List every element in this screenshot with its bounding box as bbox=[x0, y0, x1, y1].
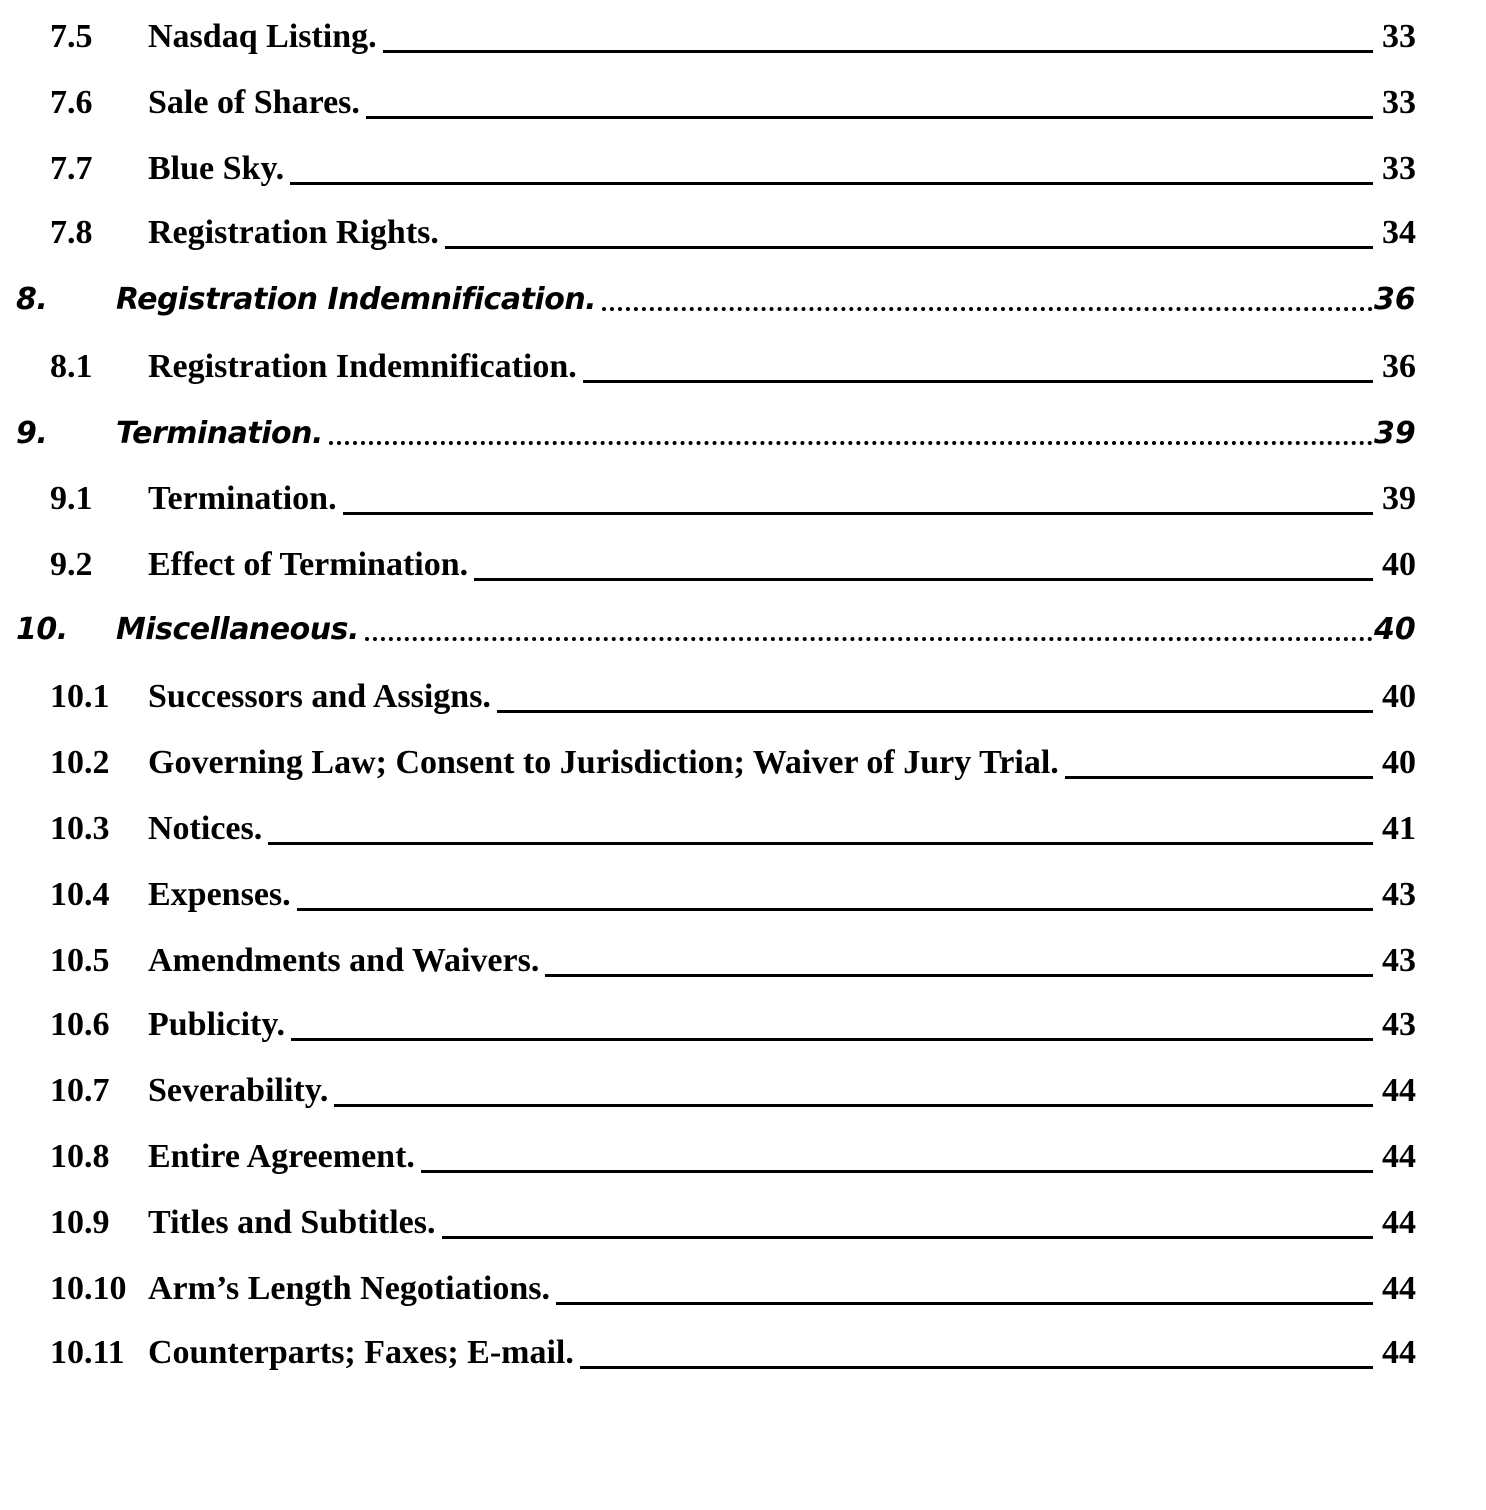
dotted-leader bbox=[329, 441, 1373, 445]
toc-entry-8-1[interactable] bbox=[0, 346, 1486, 390]
entry-number: 10.2 bbox=[50, 744, 110, 781]
entry-number: 10.5 bbox=[50, 942, 110, 979]
entry-number: 7.8 bbox=[50, 214, 93, 251]
toc-entry-10-2[interactable] bbox=[0, 742, 1486, 786]
leader-line bbox=[445, 246, 1373, 249]
leader-line bbox=[334, 1104, 1373, 1107]
entry-page-number: 43 bbox=[1382, 1006, 1416, 1043]
leader-line bbox=[291, 1038, 1373, 1041]
entry-title: Amendments and Waivers. bbox=[148, 942, 540, 979]
leader-line bbox=[366, 116, 1373, 119]
entry-page-number: 40 bbox=[1382, 678, 1416, 715]
toc-section-8[interactable] bbox=[0, 280, 1486, 324]
entry-number: 10.8 bbox=[50, 1138, 110, 1175]
section-title: Termination. bbox=[116, 416, 323, 451]
entry-number: 10.3 bbox=[50, 810, 110, 847]
section-title: Miscellaneous. bbox=[116, 612, 359, 647]
entry-page-number: 43 bbox=[1382, 942, 1416, 979]
leader-line bbox=[268, 842, 1373, 845]
entry-title: Termination. bbox=[148, 480, 337, 517]
toc-entry-7-6[interactable] bbox=[0, 82, 1486, 126]
entry-title: Expenses. bbox=[148, 876, 291, 913]
entry-title: Severability. bbox=[148, 1072, 329, 1109]
toc-entry-7-7[interactable] bbox=[0, 148, 1486, 192]
entry-page-number: 40 bbox=[1382, 546, 1416, 583]
toc-entry-7-8[interactable] bbox=[0, 212, 1486, 256]
leader-line bbox=[421, 1170, 1373, 1173]
toc-entry-10-7[interactable] bbox=[0, 1070, 1486, 1114]
dotted-leader bbox=[365, 637, 1373, 641]
toc-entry-10-3[interactable] bbox=[0, 808, 1486, 852]
entry-title: Nasdaq Listing. bbox=[148, 18, 377, 55]
leader-line bbox=[297, 908, 1373, 911]
leader-line bbox=[580, 1366, 1373, 1369]
toc-entry-10-9[interactable] bbox=[0, 1202, 1486, 1246]
toc-entry-10-6[interactable] bbox=[0, 1004, 1486, 1048]
entry-page-number: 41 bbox=[1382, 810, 1416, 847]
entry-page-number: 44 bbox=[1382, 1072, 1416, 1109]
toc-entry-10-11[interactable] bbox=[0, 1332, 1486, 1376]
entry-title: Titles and Subtitles. bbox=[148, 1204, 436, 1241]
section-page-number: 40 bbox=[1374, 612, 1416, 647]
entry-title: Governing Law; Consent to Jurisdiction; Waiver of Jury Trial. bbox=[148, 744, 1059, 781]
toc-entry-9-1[interactable] bbox=[0, 478, 1486, 522]
section-number: 10. bbox=[16, 612, 68, 647]
section-number: 8. bbox=[16, 282, 48, 317]
leader-line bbox=[583, 380, 1373, 383]
toc-section-9[interactable] bbox=[0, 414, 1486, 458]
entry-number: 10.11 bbox=[50, 1334, 125, 1371]
entry-number: 7.6 bbox=[50, 84, 93, 121]
entry-title: Publicity. bbox=[148, 1006, 285, 1043]
entry-title: Registration Rights. bbox=[148, 214, 439, 251]
leader-line bbox=[545, 974, 1373, 977]
entry-number: 9.1 bbox=[50, 480, 93, 517]
entry-number: 7.7 bbox=[50, 150, 93, 187]
toc-section-10[interactable] bbox=[0, 610, 1486, 654]
entry-number: 9.2 bbox=[50, 546, 93, 583]
entry-page-number: 39 bbox=[1382, 480, 1416, 517]
entry-page-number: 44 bbox=[1382, 1270, 1416, 1307]
leader-line bbox=[556, 1302, 1373, 1305]
entry-number: 7.5 bbox=[50, 18, 93, 55]
toc-entry-7-5[interactable] bbox=[0, 16, 1486, 60]
entry-page-number: 33 bbox=[1382, 150, 1416, 187]
dotted-leader bbox=[602, 307, 1373, 311]
leader-line bbox=[343, 512, 1373, 515]
section-number: 9. bbox=[16, 416, 48, 451]
entry-title: Arm’s Length Negotiations. bbox=[148, 1270, 550, 1307]
leader-line bbox=[383, 50, 1373, 53]
entry-page-number: 34 bbox=[1382, 214, 1416, 251]
leader-line bbox=[497, 710, 1373, 713]
section-title: Registration Indemnification. bbox=[116, 282, 597, 317]
entry-title: Entire Agreement. bbox=[148, 1138, 415, 1175]
toc-entry-10-4[interactable] bbox=[0, 874, 1486, 918]
entry-page-number: 33 bbox=[1382, 84, 1416, 121]
section-page-number: 36 bbox=[1374, 282, 1416, 317]
leader-line bbox=[1065, 776, 1373, 779]
leader-line bbox=[474, 578, 1373, 581]
section-page-number: 39 bbox=[1374, 416, 1416, 451]
leader-line bbox=[442, 1236, 1373, 1239]
entry-title: Notices. bbox=[148, 810, 263, 847]
entry-page-number: 44 bbox=[1382, 1334, 1416, 1371]
entry-page-number: 44 bbox=[1382, 1138, 1416, 1175]
entry-page-number: 36 bbox=[1382, 348, 1416, 385]
entry-number: 10.7 bbox=[50, 1072, 110, 1109]
leader-line bbox=[290, 182, 1373, 185]
toc-entry-9-2[interactable] bbox=[0, 544, 1486, 588]
entry-title: Blue Sky. bbox=[148, 150, 285, 187]
toc-entry-10-10[interactable] bbox=[0, 1268, 1486, 1312]
entry-title: Successors and Assigns. bbox=[148, 678, 491, 715]
entry-number: 10.10 bbox=[50, 1270, 127, 1307]
entry-page-number: 44 bbox=[1382, 1204, 1416, 1241]
entry-page-number: 43 bbox=[1382, 876, 1416, 913]
entry-title: Effect of Termination. bbox=[148, 546, 469, 583]
entry-title: Registration Indemnification. bbox=[148, 348, 577, 385]
toc-entry-10-5[interactable] bbox=[0, 940, 1486, 984]
entry-page-number: 40 bbox=[1382, 744, 1416, 781]
entry-number: 10.6 bbox=[50, 1006, 110, 1043]
toc-entry-10-8[interactable] bbox=[0, 1136, 1486, 1180]
entry-title: Sale of Shares. bbox=[148, 84, 360, 121]
entry-page-number: 33 bbox=[1382, 18, 1416, 55]
toc-entry-10-1[interactable] bbox=[0, 676, 1486, 720]
entry-number: 10.1 bbox=[50, 678, 110, 715]
entry-title: Counterparts; Faxes; E-mail. bbox=[148, 1334, 574, 1371]
entry-number: 10.9 bbox=[50, 1204, 110, 1241]
entry-number: 8.1 bbox=[50, 348, 93, 385]
entry-number: 10.4 bbox=[50, 876, 110, 913]
